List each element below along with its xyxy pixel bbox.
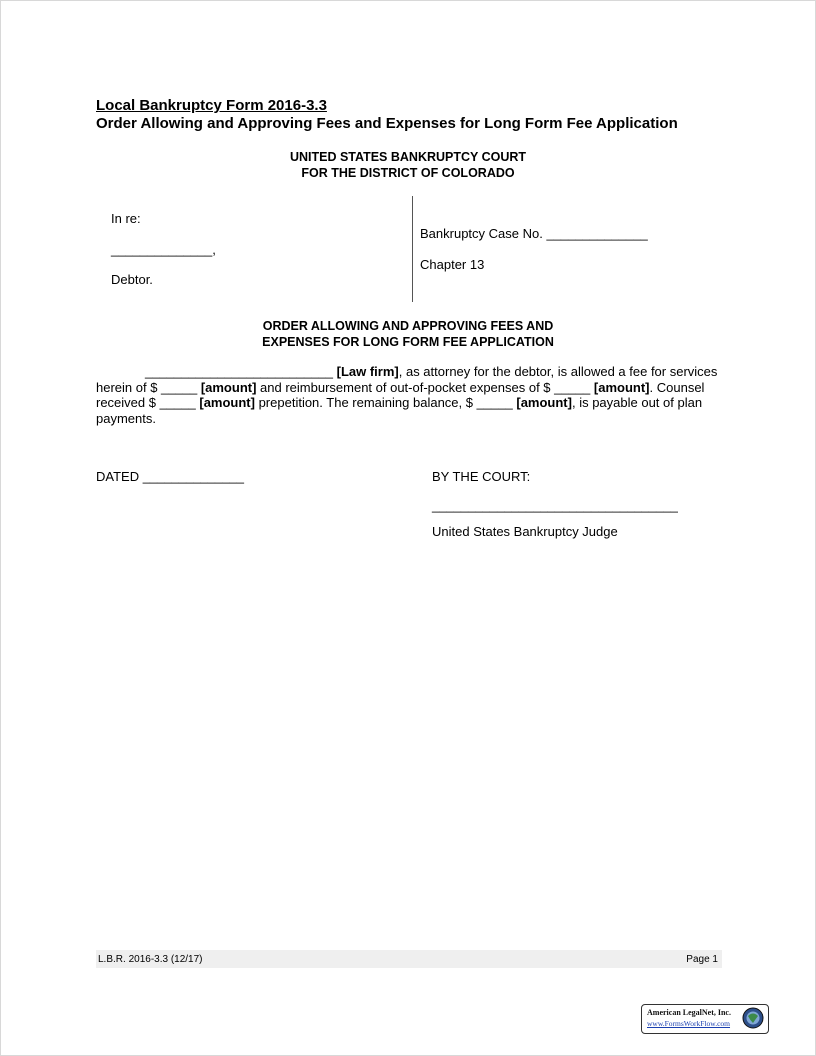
expenses-amount-placeholder: [amount] — [593, 379, 650, 395]
balance-amount-placeholder: [amount] — [516, 395, 572, 410]
order-text-2: and reimbursement of out-of-pocket expenses of $ _____ — [256, 379, 594, 395]
prepetition-amount-placeholder: [amount] — [199, 395, 255, 410]
court-district: FOR THE DISTRICT OF COLORADO — [301, 166, 515, 180]
debtor-label: Debtor. — [111, 272, 153, 287]
case-number-blank: ______________ — [546, 226, 648, 241]
footer-form-reference: L.B.R. 2016-3.3 (12/17) — [98, 954, 203, 965]
order-text-4: prepetition. The remaining balance, $ _____ — [254, 395, 517, 410]
order-title-line1: ORDER ALLOWING AND APPROVING FEES AND — [262, 319, 554, 333]
chapter-label: Chapter 13 — [420, 257, 485, 272]
law-firm-blank: __________________________ — [145, 364, 333, 379]
order-paragraph — [96, 364, 722, 426]
court-heading — [96, 149, 720, 181]
dated-line: DATED ______________ — [96, 469, 244, 484]
case-number-label: Bankruptcy Case No. — [420, 226, 543, 241]
order-title-line2: EXPENSES FOR LONG FORM FEE APPLICATION — [262, 335, 554, 349]
caption-divider — [412, 196, 413, 302]
case-number — [420, 226, 648, 241]
fee-amount-placeholder: [amount] — [200, 379, 257, 395]
form-number: Local Bankruptcy Form 2016-3.3 — [96, 97, 327, 114]
logo-company-name: American LegalNet, Inc. — [647, 1008, 731, 1017]
legalnet-logo-badge[interactable] — [641, 1004, 769, 1034]
order-text-5: , is payable out of plan payments. — [96, 395, 703, 426]
globe-icon — [742, 1007, 764, 1029]
in-re-label: In re: — [111, 211, 141, 226]
logo-website-link[interactable]: www.FormsWorkFlow.com — [647, 1019, 731, 1028]
form-title — [96, 97, 678, 133]
order-text-3: . Counsel received $ _____ — [96, 379, 705, 410]
judge-signature-line: __________________________________ — [432, 498, 678, 513]
debtor-name-blank: ______________, — [111, 242, 216, 257]
court-name: UNITED STATES BANKRUPTCY COURT — [289, 150, 527, 164]
order-text-1: , as attorney for the debtor, is allowed a fee for services herein of $ _____ — [96, 364, 718, 395]
by-the-court-label: BY THE COURT: — [432, 469, 531, 484]
page-footer — [96, 950, 722, 968]
judge-title: United States Bankruptcy Judge — [432, 524, 618, 539]
footer-page-number: Page 1 — [686, 954, 718, 965]
law-firm-placeholder: [Law firm] — [336, 364, 399, 379]
form-title-line: Order Allowing and Approving Fees and Expenses for Long Form Fee Application — [96, 115, 678, 132]
order-title — [96, 318, 720, 350]
